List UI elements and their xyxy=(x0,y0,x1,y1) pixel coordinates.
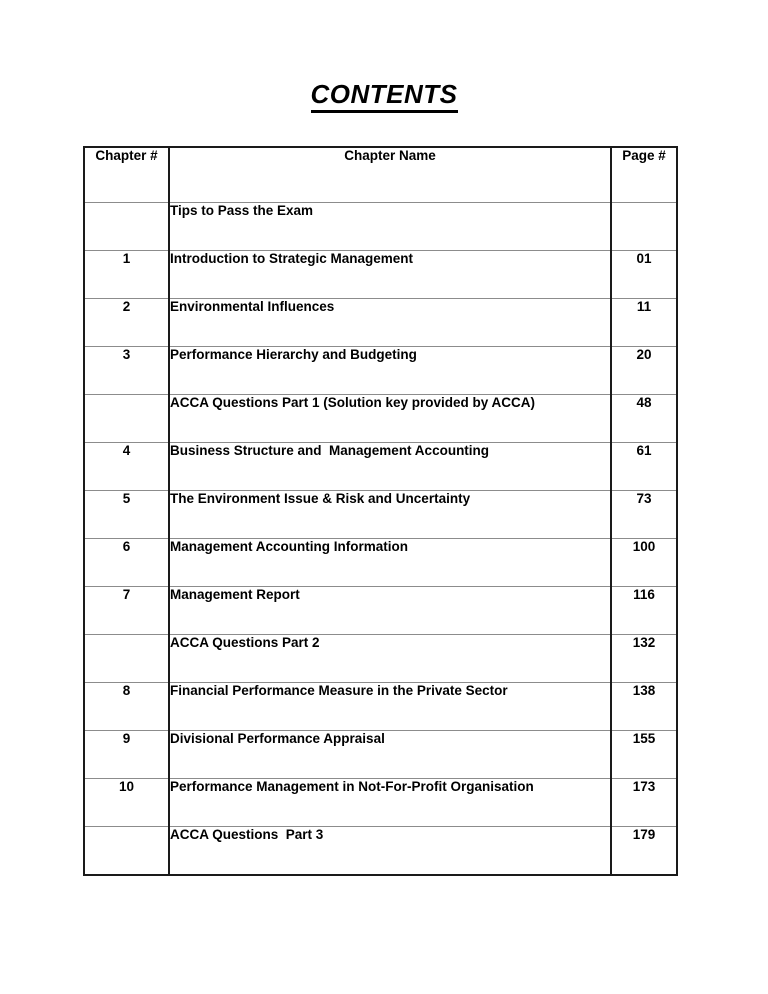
cell-page-number: 155 xyxy=(611,731,677,779)
table-row xyxy=(84,443,677,491)
cell-page-number: 100 xyxy=(611,539,677,587)
cell-chapter-number: 9 xyxy=(84,731,169,779)
cell-page-number: 132 xyxy=(611,635,677,683)
cell-page-number: 48 xyxy=(611,395,677,443)
cell-chapter-name: Introduction to Strategic Management xyxy=(169,251,611,299)
cell-chapter-name: ACCA Questions Part 2 xyxy=(169,635,611,683)
column-header-chapter-number: Chapter # xyxy=(84,147,169,203)
page-title-container xyxy=(0,80,768,113)
table-row xyxy=(84,395,677,443)
page-title: CONTENTS xyxy=(311,80,458,113)
cell-chapter-name: Management Report xyxy=(169,587,611,635)
cell-chapter-number: 7 xyxy=(84,587,169,635)
cell-page-number: 20 xyxy=(611,347,677,395)
table-row xyxy=(84,635,677,683)
cell-chapter-number xyxy=(84,827,169,875)
cell-page-number: 11 xyxy=(611,299,677,347)
cell-page-number: 61 xyxy=(611,443,677,491)
cell-chapter-number xyxy=(84,635,169,683)
table-row xyxy=(84,683,677,731)
cell-page-number: 138 xyxy=(611,683,677,731)
table-row xyxy=(84,203,677,251)
table-header-row xyxy=(84,147,677,203)
cell-chapter-name: Tips to Pass the Exam xyxy=(169,203,611,251)
cell-chapter-name: Performance Hierarchy and Budgeting xyxy=(169,347,611,395)
cell-chapter-number: 6 xyxy=(84,539,169,587)
cell-chapter-number: 5 xyxy=(84,491,169,539)
cell-page-number xyxy=(611,203,677,251)
cell-chapter-name: ACCA Questions Part 3 xyxy=(169,827,611,875)
cell-page-number: 73 xyxy=(611,491,677,539)
table-row xyxy=(84,539,677,587)
cell-chapter-number: 2 xyxy=(84,299,169,347)
cell-chapter-number xyxy=(84,395,169,443)
cell-chapter-number: 1 xyxy=(84,251,169,299)
column-header-chapter-name: Chapter Name xyxy=(169,147,611,203)
table-header xyxy=(84,147,677,203)
cell-chapter-name: Divisional Performance Appraisal xyxy=(169,731,611,779)
cell-chapter-name: Environmental Influences xyxy=(169,299,611,347)
table-row xyxy=(84,299,677,347)
table-body xyxy=(84,203,677,875)
table-row xyxy=(84,827,677,875)
cell-chapter-number: 10 xyxy=(84,779,169,827)
cell-chapter-number xyxy=(84,203,169,251)
cell-chapter-name: The Environment Issue & Risk and Uncertainty xyxy=(169,491,611,539)
table-row xyxy=(84,347,677,395)
column-header-page-number: Page # xyxy=(611,147,677,203)
table-row xyxy=(84,491,677,539)
cell-page-number: 116 xyxy=(611,587,677,635)
cell-page-number: 01 xyxy=(611,251,677,299)
table-row xyxy=(84,731,677,779)
cell-page-number: 173 xyxy=(611,779,677,827)
table-row xyxy=(84,779,677,827)
cell-chapter-number: 4 xyxy=(84,443,169,491)
table-of-contents xyxy=(83,146,678,876)
cell-chapter-name: Performance Management in Not-For-Profit Organisation xyxy=(169,779,611,827)
cell-chapter-name: Business Structure and Management Accounting xyxy=(169,443,611,491)
cell-chapter-number: 3 xyxy=(84,347,169,395)
table-row xyxy=(84,251,677,299)
cell-chapter-name: ACCA Questions Part 1 (Solution key provided by ACCA) xyxy=(169,395,611,443)
cell-chapter-number: 8 xyxy=(84,683,169,731)
cell-page-number: 179 xyxy=(611,827,677,875)
cell-chapter-name: Management Accounting Information xyxy=(169,539,611,587)
table-row xyxy=(84,587,677,635)
cell-chapter-name: Financial Performance Measure in the Private Sector xyxy=(169,683,611,731)
